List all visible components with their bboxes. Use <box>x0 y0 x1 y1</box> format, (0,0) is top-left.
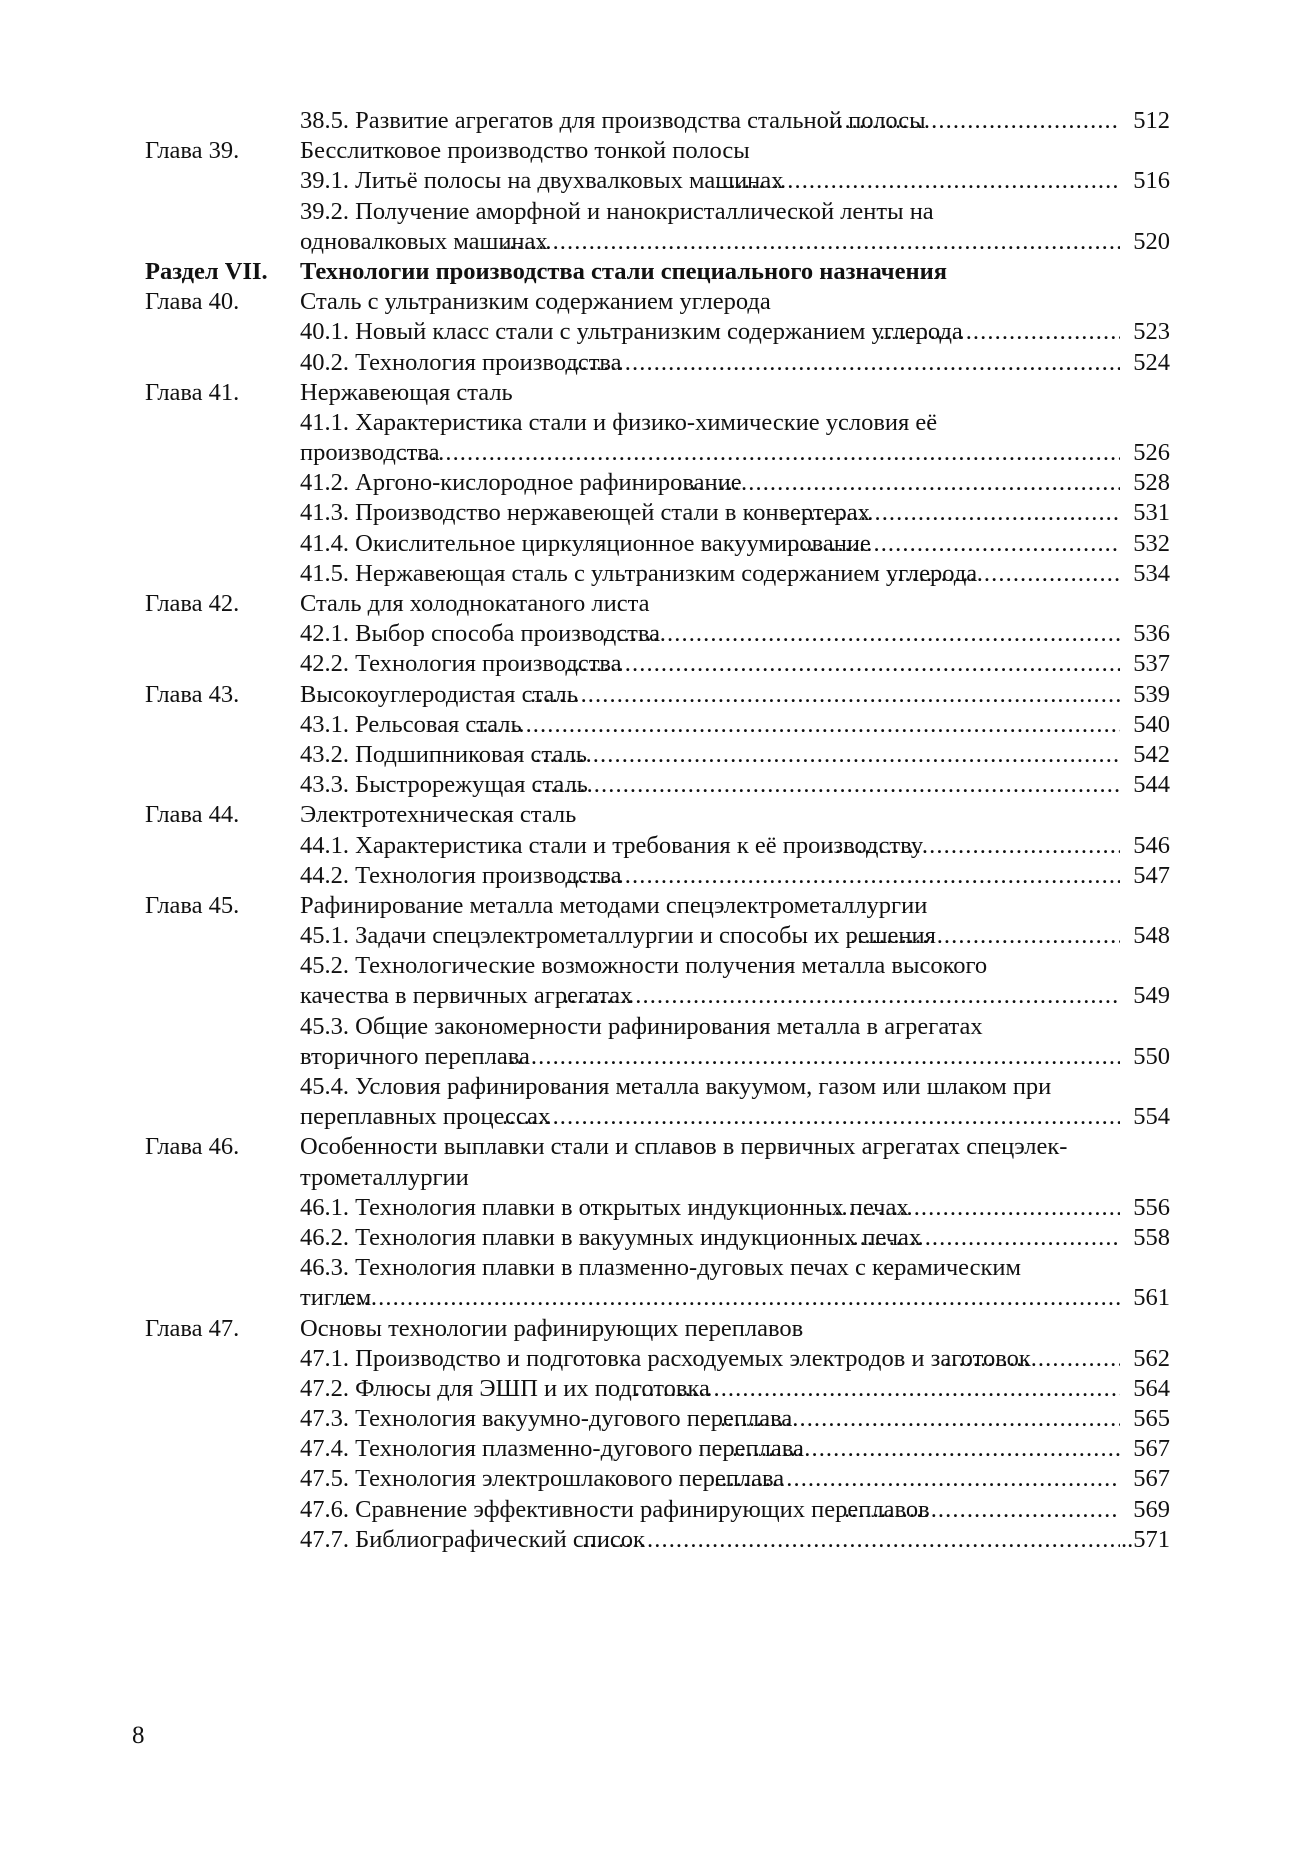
toc-page-number: 542 <box>1133 740 1170 768</box>
toc-entry-title: 39.2. Получение аморфной и нанокристаллической ленты на <box>300 197 934 225</box>
toc-leader-dots <box>567 649 1120 679</box>
toc-row <box>0 408 1300 438</box>
toc-entry-title: 46.3. Технология плавки в плазменно-дуговых печах с керамическим <box>300 1254 1022 1282</box>
toc-row <box>0 770 1300 800</box>
toc-page-number: 565 <box>1133 1405 1170 1433</box>
toc-entry-title: 45.4. Условия рафинирования металла вакуумом, газом или шлаком при <box>300 1073 1052 1100</box>
toc-row <box>0 981 1300 1011</box>
toc-leader-dots <box>827 1193 1120 1223</box>
toc-row <box>0 378 1300 408</box>
toc-row <box>0 1102 1300 1132</box>
toc-page-number: 512 <box>1133 107 1170 134</box>
toc-row <box>0 1223 1300 1253</box>
toc-entry-title: 46.1. Технология плавки в открытых индукционных печах <box>300 1193 909 1221</box>
toc-row <box>0 529 1300 559</box>
toc-page-number: 524 <box>1133 348 1170 376</box>
toc-page-number: 569 <box>1133 1495 1170 1523</box>
toc-entry-title: 41.5. Нержавеющая сталь с ультранизким содержанием углерода <box>300 559 978 587</box>
toc-page-number: 547 <box>1133 861 1170 889</box>
toc-page-number: 556 <box>1133 1193 1170 1221</box>
toc-page-number: 567 <box>1133 1465 1170 1493</box>
toc-row <box>0 589 1300 619</box>
toc-entry-title: Рафинирование металла методами спецэлектрометаллургии <box>300 891 928 919</box>
toc-entry-title: 38.5. Развитие агрегатов для производства стальной полосы <box>300 107 926 134</box>
toc-entry-title: Особенности выплавки стали и сплавов в первичных агрегатах спецэлек- <box>300 1133 1068 1161</box>
toc-entry-title: 45.1. Задачи спецэлектрометаллургии и способы их решения <box>300 922 936 950</box>
toc-row <box>0 348 1300 378</box>
toc-entry-title: 47.5. Технология электрошлакового переплава <box>300 1465 785 1493</box>
toc-entry-title: Электротехническая сталь <box>300 801 577 829</box>
toc-entry-title: 44.2. Технология производства <box>300 861 622 889</box>
toc-row <box>0 1404 1300 1434</box>
toc-entry-title: вторичного переплава <box>300 1042 530 1070</box>
toc-entry-title: 47.2. Флюсы для ЭШП и их подготовка <box>300 1374 710 1402</box>
toc-page-number: 537 <box>1133 650 1170 678</box>
toc-page-number: 539 <box>1133 680 1170 708</box>
toc-row <box>0 740 1300 770</box>
toc-leader-dots <box>828 831 1120 861</box>
toc-chapter-label: Раздел VII. <box>145 257 268 285</box>
toc-page-number: 536 <box>1133 620 1170 648</box>
toc-page-number: 526 <box>1133 439 1170 467</box>
toc-page-number: 564 <box>1133 1374 1170 1402</box>
toc-row <box>0 800 1300 830</box>
toc-leader-dots <box>838 1223 1120 1253</box>
toc-entry-title: 40.2. Технология производства <box>300 348 622 376</box>
toc-row <box>0 498 1300 528</box>
toc-row <box>0 710 1300 740</box>
toc-entry-title: 47.4. Технология плазменно-дугового переплава <box>300 1435 804 1463</box>
toc-leader-dots <box>850 921 1120 951</box>
toc-row <box>0 1042 1300 1072</box>
toc-entry-title: 47.6. Сравнение эффективности рафинирующих переплавов <box>300 1495 930 1523</box>
toc-leader-dots <box>563 981 1120 1011</box>
toc-chapter-label: Глава 42. <box>145 590 240 617</box>
toc-row <box>0 921 1300 951</box>
toc-leader-dots <box>602 619 1120 649</box>
toc-chapter-label: Глава 43. <box>145 680 240 708</box>
toc-entry-title: 43.2. Подшипниковая сталь <box>300 740 587 768</box>
toc-page-number: 562 <box>1133 1344 1170 1372</box>
toc-row <box>0 649 1300 679</box>
toc-leader-dots <box>502 1102 1120 1132</box>
toc-entry-title: Основы технологии рафинирующих переплавов <box>300 1314 804 1342</box>
toc-entry-title: Нержавеющая сталь <box>300 378 513 406</box>
toc-entry-title: Технологии производства стали специального назначения <box>300 257 947 285</box>
toc-row <box>0 1132 1300 1162</box>
toc-page-number: 561 <box>1133 1284 1170 1312</box>
toc-leader-dots <box>944 1344 1120 1374</box>
toc-page-number: 534 <box>1133 559 1170 587</box>
toc-row <box>0 106 1300 136</box>
toc-row <box>0 1314 1300 1344</box>
toc-leader-dots <box>830 106 1120 136</box>
toc-entry-title: 46.2. Технология плавки в вакуумных индукционных печах <box>300 1223 922 1251</box>
toc-row <box>0 1072 1300 1102</box>
toc-entry-title: 47.1. Производство и подготовка расходуемых электродов и заготовок <box>300 1344 1031 1372</box>
toc-row <box>0 468 1300 498</box>
toc-row <box>0 438 1300 468</box>
toc-leader-dots <box>676 468 1120 498</box>
toc-leader-dots <box>342 1283 1120 1313</box>
toc-row <box>0 227 1300 257</box>
toc-entry-title: тиглем <box>300 1284 372 1312</box>
toc-chapter-label: Глава 45. <box>145 891 240 919</box>
toc-entry-title: Сталь для холоднокатаного листа <box>300 590 650 617</box>
toc-row <box>0 1344 1300 1374</box>
toc-row <box>0 287 1300 317</box>
toc-leader-dots <box>567 861 1120 891</box>
toc-leader-dots <box>475 710 1120 740</box>
toc-leader-dots <box>879 317 1120 347</box>
toc-entry-title: 41.2. Аргоно-кислородное рафинирование <box>300 469 742 497</box>
toc-entry-title: 44.1. Характеристика стали и требования к её производству <box>300 831 924 859</box>
toc-row <box>0 1012 1300 1042</box>
toc-leader-dots <box>795 498 1120 528</box>
toc-entry-title: 42.2. Технология производства <box>300 650 622 678</box>
toc-leader-dots <box>794 529 1120 559</box>
toc-row <box>0 1525 1300 1555</box>
toc-row <box>0 861 1300 891</box>
toc-page-number: 548 <box>1133 922 1170 950</box>
toc-chapter-label: Глава 44. <box>145 801 240 829</box>
toc-entry-title: 47.7. Библиографический список <box>300 1525 645 1553</box>
toc-page-number: 567 <box>1133 1435 1170 1463</box>
toc-leader-dots <box>535 740 1120 770</box>
toc-page-number: 532 <box>1133 529 1170 557</box>
toc-entry-title: качества в первичных агрегатах <box>300 982 633 1010</box>
toc-row <box>0 1283 1300 1313</box>
toc-page-number: 554 <box>1133 1103 1170 1131</box>
toc-row <box>0 197 1300 227</box>
toc-entry-title: 47.3. Технология вакуумно-дугового переплава <box>300 1405 793 1433</box>
toc-leader-dots <box>402 438 1120 468</box>
toc-row <box>0 619 1300 649</box>
toc-row <box>0 680 1300 710</box>
toc-leader-dots <box>567 348 1120 378</box>
toc-chapter-label: Глава 39. <box>145 137 240 165</box>
toc-chapter-label: Глава 40. <box>145 288 240 316</box>
toc-leader-dots <box>582 1525 1120 1555</box>
toc-leader-dots <box>714 1464 1120 1494</box>
toc-leader-dots <box>502 1042 1120 1072</box>
toc-row <box>0 1374 1300 1404</box>
toc-row <box>0 1434 1300 1464</box>
toc-leader-dots <box>634 1374 1120 1404</box>
toc-row <box>0 166 1300 196</box>
toc-entry-title: Бесслитковое производство тонкой полосы <box>300 137 750 165</box>
toc-page-number: 546 <box>1133 831 1170 859</box>
toc-entry-title: трометаллургии <box>300 1163 469 1191</box>
toc-leader-dots <box>732 1434 1120 1464</box>
table-of-contents <box>0 106 1300 1555</box>
toc-page-number: 550 <box>1133 1042 1170 1070</box>
toc-leader-dots <box>720 1404 1120 1434</box>
toc-page-number: 528 <box>1133 469 1170 497</box>
toc-entry-title: одновалковых машинах <box>300 227 548 255</box>
toc-row <box>0 559 1300 589</box>
toc-page-number: 531 <box>1133 499 1170 527</box>
toc-entry-title: 45.2. Технологические возможности получения металла высокого <box>300 952 988 980</box>
toc-row <box>0 831 1300 861</box>
toc-row <box>0 1464 1300 1494</box>
toc-page-number: ..571 <box>1121 1525 1170 1553</box>
toc-entry-title: производства <box>300 439 440 467</box>
toc-page-number: 549 <box>1133 982 1170 1010</box>
toc-entry-title: переплавных процессах <box>300 1103 551 1131</box>
toc-leader-dots <box>536 770 1120 800</box>
toc-entry-title: 45.3. Общие закономерности рафинирования металла в агрегатах <box>300 1012 983 1040</box>
toc-row <box>0 1253 1300 1283</box>
toc-entry-title: 43.1. Рельсовая сталь <box>300 710 522 738</box>
toc-row <box>0 1193 1300 1223</box>
toc-row <box>0 136 1300 166</box>
toc-entry-title: Сталь с ультранизким содержанием углерода <box>300 288 771 316</box>
toc-row <box>0 891 1300 921</box>
toc-entry-title: 43.3. Быстрорежущая сталь <box>300 771 588 799</box>
toc-page-number: 523 <box>1133 318 1170 346</box>
toc-entry-title: 40.1. Новый класс стали с ультранизким содержанием углерода <box>300 318 963 346</box>
toc-page-number: 558 <box>1133 1223 1170 1251</box>
toc-row <box>0 1495 1300 1525</box>
toc-entry-title: 41.1. Характеристика стали и физико-химические условия её <box>300 408 938 436</box>
toc-row <box>0 951 1300 981</box>
toc-leader-dots <box>530 680 1120 710</box>
toc-row <box>0 1163 1300 1193</box>
toc-entry-title: 41.3. Производство нержавеющей стали в конвертерах <box>300 499 870 527</box>
toc-entry-title: 41.4. Окислительное циркуляционное вакуумирование <box>300 529 871 557</box>
toc-chapter-label: Глава 47. <box>145 1314 240 1342</box>
toc-row <box>0 317 1300 347</box>
toc-entry-title: Высокоуглеродистая сталь <box>300 680 578 708</box>
toc-chapter-label: Глава 41. <box>145 378 240 406</box>
toc-page-number: 520 <box>1133 227 1170 255</box>
toc-page-number: 540 <box>1133 710 1170 738</box>
page-number: 8 <box>132 1722 145 1749</box>
toc-entry-title: 39.1. Литьё полосы на двухвалковых машинах <box>300 167 784 195</box>
toc-entry-title: 42.1. Выбор способа производства <box>300 620 660 648</box>
toc-leader-dots <box>890 559 1120 589</box>
toc-leader-dots <box>844 1495 1120 1525</box>
toc-chapter-label: Глава 46. <box>145 1133 240 1161</box>
toc-page-number: 544 <box>1133 771 1170 799</box>
toc-leader-dots <box>502 227 1120 257</box>
toc-page-number: 516 <box>1133 167 1170 195</box>
toc-leader-dots <box>715 166 1120 196</box>
toc-row <box>0 257 1300 287</box>
